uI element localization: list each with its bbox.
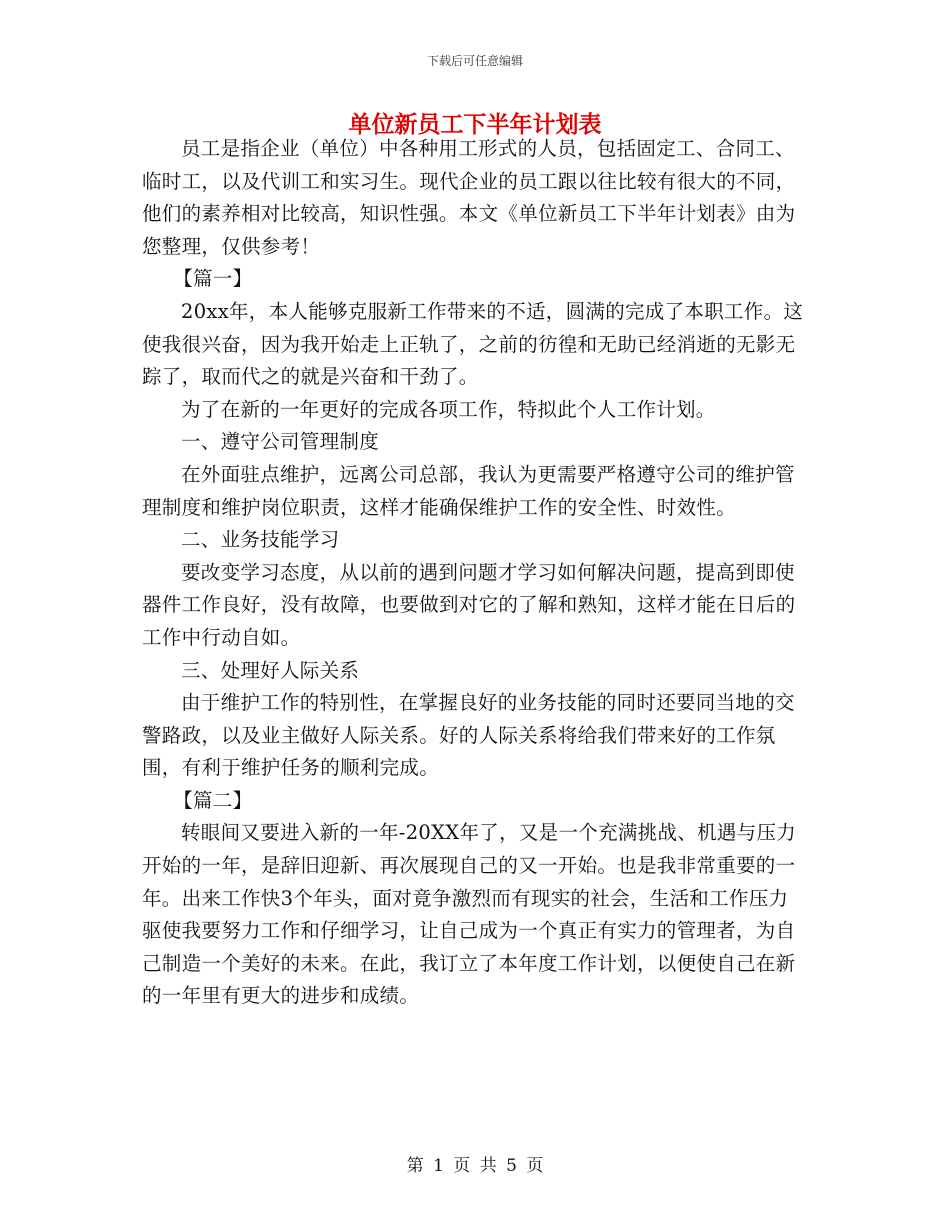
page-footer-number: 第 1 页 共 5 页 (406, 1156, 544, 1176)
body-paragraph: 转眼间又要进入新的一年-20XX年了，又是一个充满挑战、机遇与压力开始的一年，是辞旧迎新、再次展现自己的又一开始。也是我非常重要的一年。出来工作快3个年头，面对竟争激烈而有现实的社会，生活和工作压力驱使我要努力工作和仔细学习，让自己成为一个真正有实力的管理者，为自己制造一个美好的未来。在此，我订立了本年度工作计划，以便使自己在新的一年里有更大的进步和成绩。 (142, 821, 797, 1008)
section-heading: 二、业务技能学习 (181, 528, 340, 552)
body-paragraph: 在外面驻点维护，远离公司总部，我认为更需要严格遵守公司的维护管理制度和维护岗位职责，这样才能确保维护工作的安全性、时效性。 (142, 462, 795, 519)
body-paragraph: 20xx年，本人能够克服新工作带来的不适，圆满的完成了本职工作。这使我很兴奋，因为我开始走上正轨了，之前的彷徨和无助已经消逝的无影无踪了，取而代之的就是兴奋和干劲了。 (142, 299, 804, 389)
intro-paragraph: 员工是指企业（单位）中各种用工形式的人员，包括固定工、合同工、临时工，以及代训工和实习生。现代企业的员工跟以往比较有很大的不同，他们的素养相对比较高，知识性强。本文《单位新员工下半年计划表》由为您整理，仅供参考！ (142, 137, 796, 258)
body-paragraph: 要改变学习态度，从以前的遇到问题才学习如何解决问题，提高到即使器件工作良好，没有故障，也要做到对它的了解和熟知，这样才能在日后的工作中行动自如。 (142, 560, 796, 649)
document-body (142, 133, 808, 1013)
section-label-part-two: 【篇二】 (173, 788, 253, 812)
page-header-note: 下载后可任意编辑 (426, 54, 523, 68)
body-paragraph: 为了在新的一年更好的完成各项工作，特拟此个人工作计划。 (181, 397, 716, 421)
body-paragraph: 由于维护工作的特别性，在掌握良好的业务技能的同时还要同当地的交警路政，以及业主做好人际关系。好的人际关系将给我们带来好的工作氛围，有利于维护任务的顺利完成。 (142, 691, 795, 780)
section-heading: 三、处理好人际关系 (181, 658, 360, 682)
section-heading: 一、遵守公司管理制度 (181, 430, 380, 454)
document-title: 单位新员工下半年计划表 (348, 111, 602, 138)
section-label-part-one: 【篇一】 (173, 267, 253, 291)
